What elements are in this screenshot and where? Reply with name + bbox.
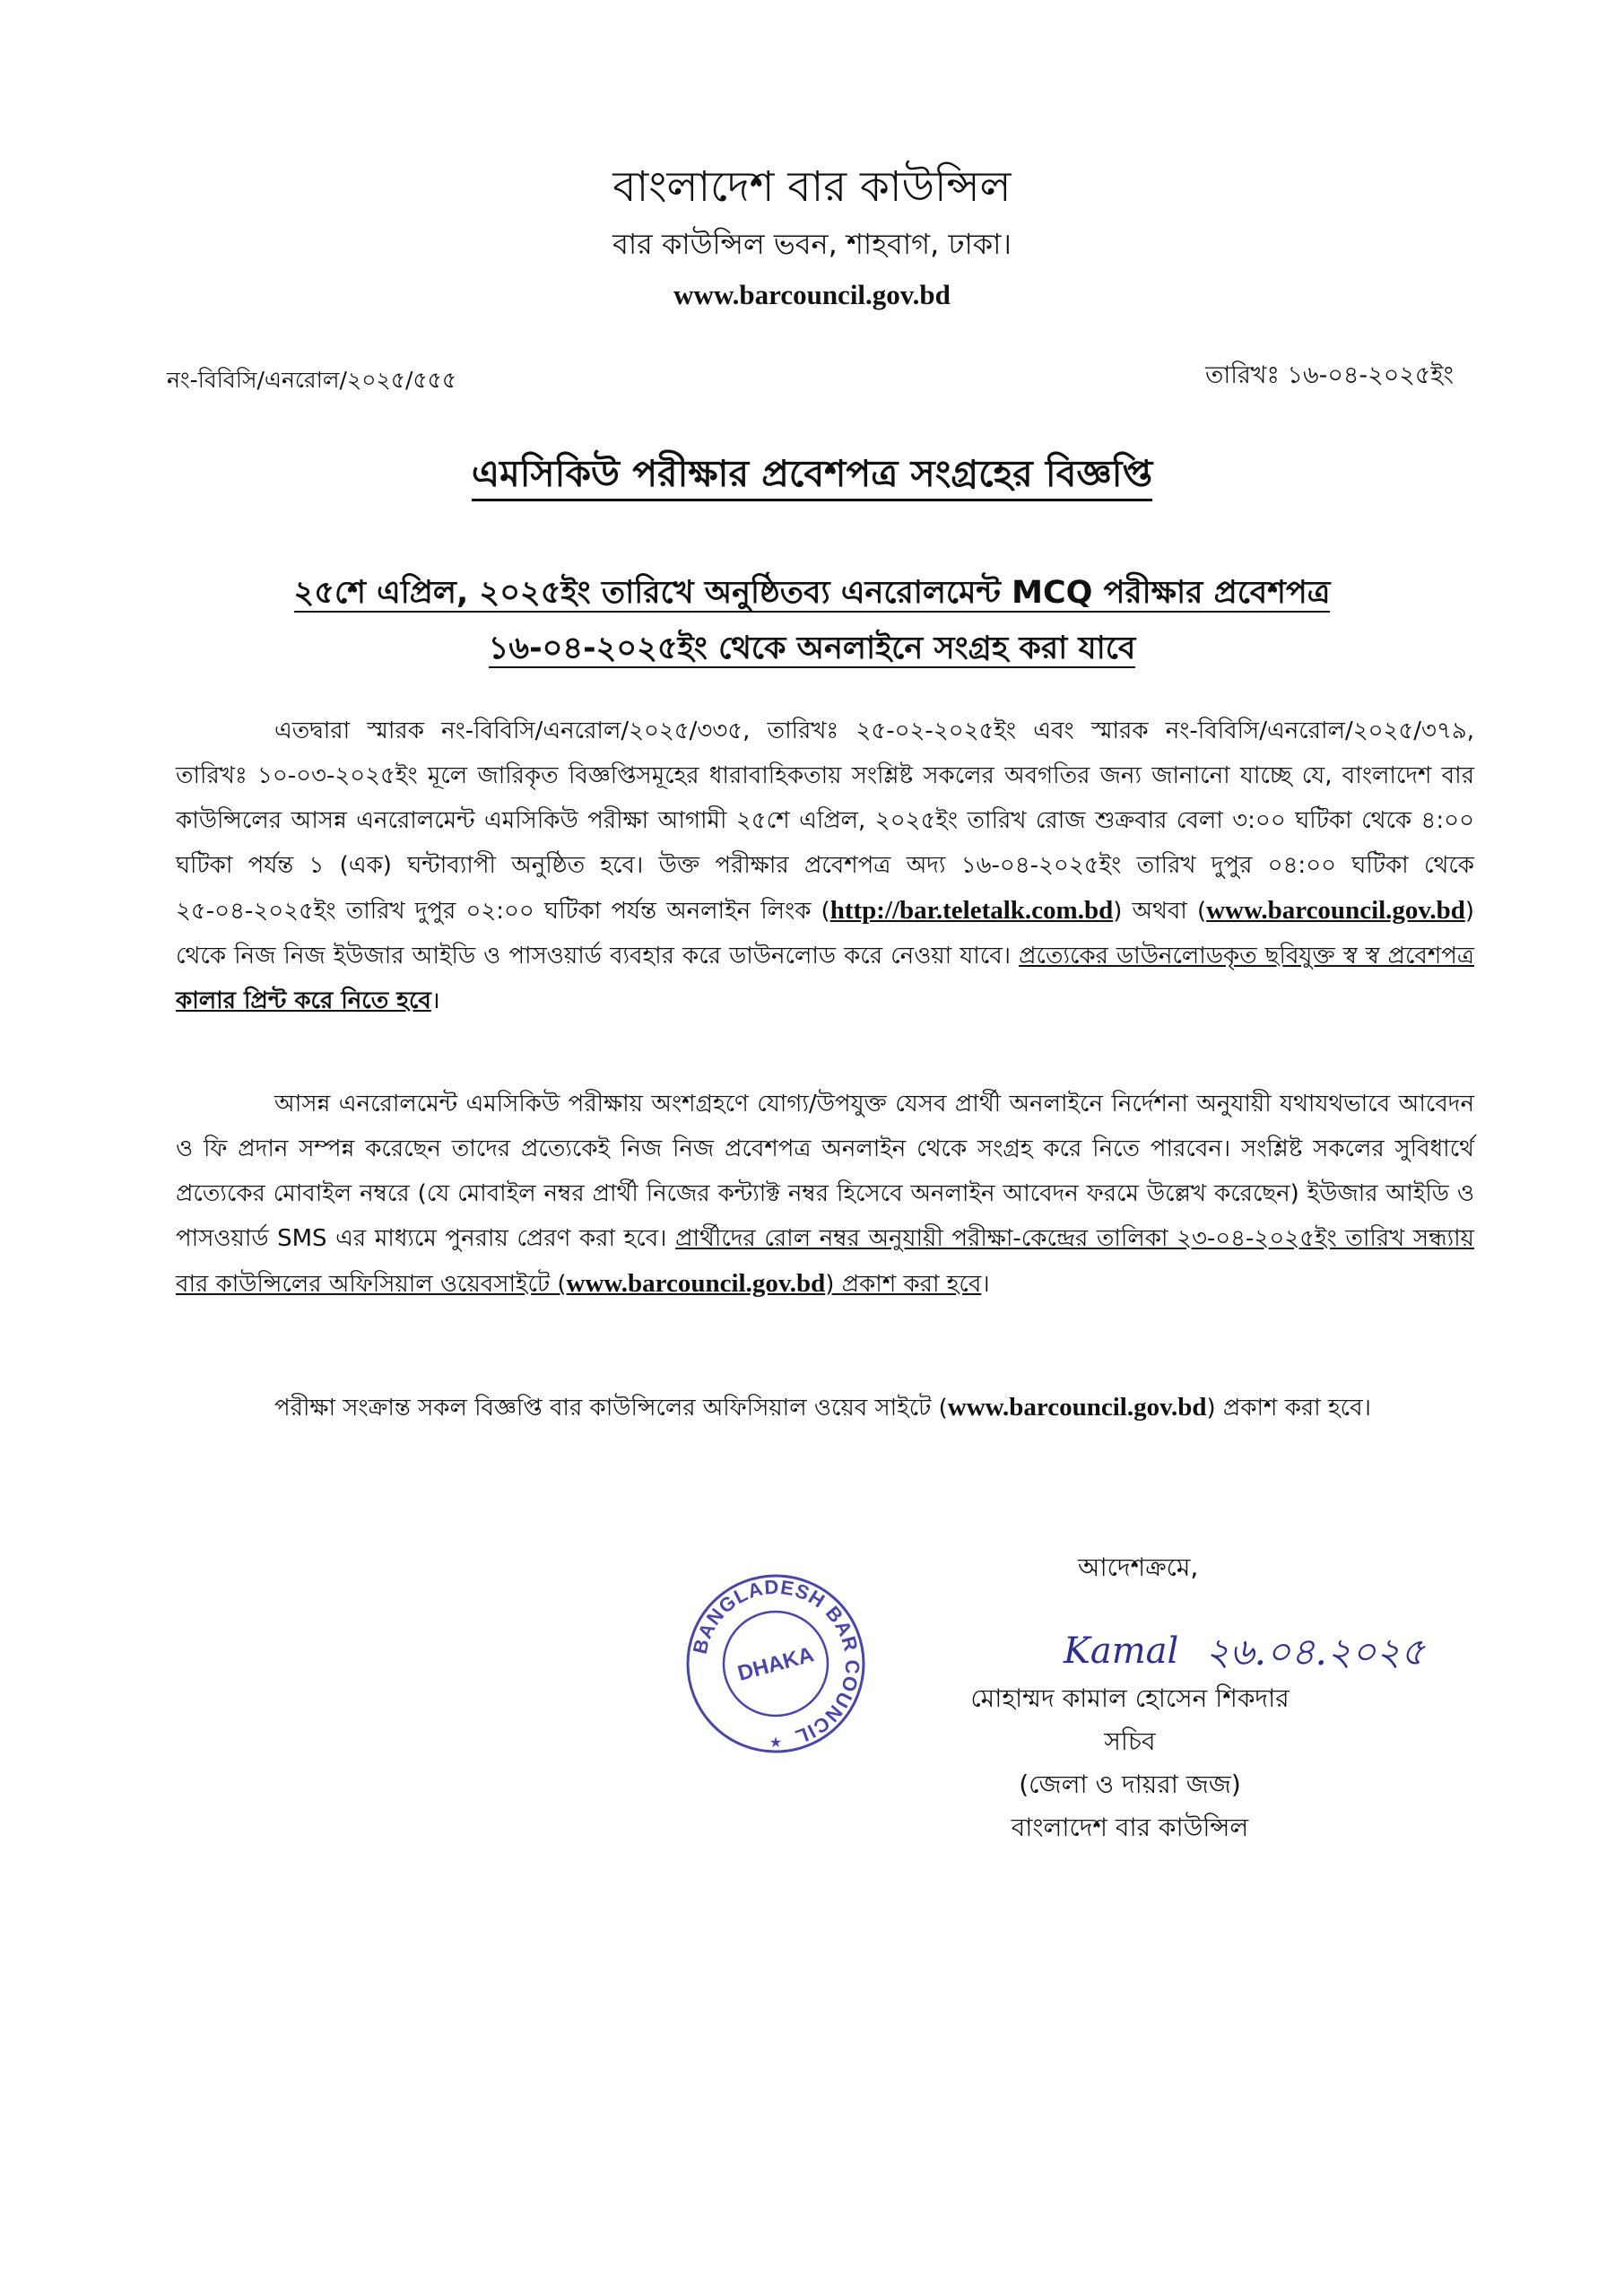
council-seal-icon — [682, 1570, 870, 1758]
closing-phrase: আদেশক্রমে, — [1078, 1552, 1199, 1582]
barcouncil-link[interactable]: www.barcouncil.gov.bd — [947, 1393, 1207, 1422]
organization-name: বাংলাদেশ বার কাউন্সিল — [612, 162, 1012, 212]
signatory-rank: (জেলা ও দায়রা জজ) — [1019, 1770, 1241, 1799]
letterhead — [0, 158, 1624, 316]
color-print-emphasis: কালার প্রিন্ট করে নিতে হবে — [176, 987, 431, 1014]
seal-center-text: DHAKA — [734, 1642, 817, 1686]
signature-date: ২৬.০৪.২০২৫ — [1205, 1630, 1426, 1674]
signatory-designation: সচিব — [1104, 1726, 1156, 1756]
exam-centre-notice: প্রার্থীদের রোল নম্বর অনুযায়ী পরীক্ষা-কেন্দ্রের তালিকা ২৩-০৪-২০২৫ইং তারিখ সন্ধ্যায় বার কাউন্সিলের অফিসিয়াল ওয়েবসাইটে ( — [176, 1225, 1474, 1298]
subheading-line-1: ২৫শে এপ্রিল, ২০২৫ইং তারিখে অনুষ্ঠিতব্য এনরোলমেন্ট MCQ পরীক্ষার প্রবেশপত্র — [293, 575, 1331, 611]
seal-ring-text: BANGLADESH BAR COUNCIL — [688, 1575, 864, 1749]
memo-date: তারিখঃ ১৬-০৪-২০২৫ইং — [1205, 361, 1454, 389]
paragraph-1-text: এতদ্বারা স্মারক নং-বিবিসি/এনরোল/২০২৫/৩৩৫, তারিখঃ ২৫-০২-২০২৫ইং এবং স্মারক নং-বিবিসি/এনরোল/২০২৫/৩৭৯, তারিখঃ ১০-০৩-২০২৫ইং মূলে জারিকৃত বিজ্ঞপ্তিসমূহের ধারাবাহিকতায় সংশ্লিষ্ট সকলের অবগতির জন্য জানানো যাচ্ছে যে, বাংলাদেশ বার কাউন্সিলের আসন্ন এনরোলমেন্ট এমসিকিউ পরীক্ষা আগামী ২৫শে এপ্রিল, ২০২৫ইং তারিখ রোজ শুক্রবার বেলা ৩:০০ ঘটিকা থেকে ৪:০০ ঘটিকা পর্যন্ত ১ (এক) ঘন্টাব্যাপী অনুষ্ঠিত হবে। উক্ত পরীক্ষার প্রবেশপত্র অদ্য ১৬-০৪-২০২৫ইং তারিখ দুপুর ০৪:০০ ঘটিকা থেকে ২৫-০৪-২০২৫ইং তারিখ দুপুর ০২:০০ ঘটিকা পর্যন্ত অনলাইন লিংক ( — [176, 718, 1474, 925]
paragraph-3: পরীক্ষা সংক্রান্ত সকল বিজ্ঞপ্তি বার কাউন্সিলের অফিসিয়াল ওয়েব সাইটে (www.barcouncil.gov.bd) প্রকাশ করা হবে। — [274, 1393, 1371, 1422]
organization-address: বার কাউন্সিল ভবন, শাহবাগ, ঢাকা। — [612, 227, 1012, 261]
signatory-block — [915, 1677, 1345, 1849]
subheading-line-2: ১৬-০৪-২০২৫ইং থেকে অনলাইনে সংগ্রহ করা যাবে — [488, 631, 1136, 666]
signature-name: Kamal — [1064, 1631, 1179, 1672]
teletalk-link[interactable]: http://bar.teletalk.com.bd — [829, 896, 1114, 925]
notice-title — [0, 447, 1624, 500]
paragraph-3-text: পরীক্ষা সংক্রান্ত সকল বিজ্ঞপ্তি বার কাউন্সিলের অফিসিয়াল ওয়েব সাইটে ( — [274, 1395, 948, 1422]
notice-title-text: এমসিকিউ পরীক্ষার প্রবেশপত্র সংগ্রহের বিজ্ঞপ্তি — [472, 452, 1152, 501]
color-print-instruction: প্রত্যেকের ডাউনলোডকৃত ছবিযুক্ত স্ব স্ব প্রবেশপত্র — [1019, 943, 1475, 970]
paragraph-2: আসন্ন এনরোলমেন্ট এমসিকিউ পরীক্ষায় অংশগ্রহণে যোগ্য/উপযুক্ত যেসব প্রার্থী অনলাইনে নির্দেশনা অনুযায়ী যথাযথভাবে আবেদন ও ফি প্রদান সম্পন্ন করেছেন তাদের প্রত্যেকেই নিজ নিজ প্রবেশপত্র অনলাইন থেকে সংগ্রহ করে নিতে পারবেন। সংশ্লিষ্ট সকলের সুবিধার্থে প্রত্যেকের মোবাইল নম্বরে (যে মোবাইল নম্বর প্রার্থী নিজের কন্ট্যাক্ট নম্বর হিসেবে অনলাইন আবেদন ফরমে উল্লেখ করেছেন) ইউজার আইডি ও পাসওয়ার্ড SMS এর মাধ্যমে পুনরায় প্রেরণ করা হবে। প্রার্থীদের রোল নম্বর অনুযায়ী পরীক্ষা-কেন্দ্রের তালিকা ২৩-০৪-২০২৫ইং তারিখ সন্ধ্যায় বার কাউন্সিলের অফিসিয়াল ওয়েবসাইটে (www.barcouncil.gov.bd) প্রকাশ করা হবে। — [176, 1091, 1474, 1298]
signatory-name: মোহাম্মদ কামাল হোসেন শিকদার — [970, 1683, 1290, 1713]
paragraph-2-text: আসন্ন এনরোলমেন্ট এমসিকিউ পরীক্ষায় অংশগ্রহণে যোগ্য/উপযুক্ত যেসব প্রার্থী অনলাইনে নির্দেশনা অনুযায়ী যথাযথভাবে আবেদন ও ফি প্রদান সম্পন্ন করেছেন তাদের প্রত্যেকেই নিজ নিজ প্রবেশপত্র অনলাইন থেকে সংগ্রহ করে নিতে পারবেন। সংশ্লিষ্ট সকলের সুবিধার্থে প্রত্যেকের মোবাইল নম্বরে (যে মোবাইল নম্বর প্রার্থী নিজের কন্ট্যাক্ট নম্বর হিসেবে অনলাইন আবেদন ফরমে উল্লেখ করেছেন) ইউজার আইডি ও পাসওয়ার্ড SMS এর মাধ্যমে পুনরায় প্রেরণ করা হবে। — [176, 1091, 1474, 1252]
svg-text:★: ★ — [769, 1734, 783, 1751]
organization-website: www.barcouncil.gov.bd — [673, 279, 951, 310]
subheading — [0, 565, 1624, 676]
paragraph-1: এতদ্বারা স্মারক নং-বিবিসি/এনরোল/২০২৫/৩৩৫, তারিখঃ ২৫-০২-২০২৫ইং এবং স্মারক নং-বিবিসি/এনরোল/২০২৫/৩৭৯, তারিখঃ ১০-০৩-২০২৫ইং মূলে জারিকৃত বিজ্ঞপ্তিসমূহের ধারাবাহিকতায় সংশ্লিষ্ট সকলের অবগতির জন্য জানানো যাচ্ছে যে, বাংলাদেশ বার কাউন্সিলের আসন্ন এনরোলমেন্ট এমসিকিউ পরীক্ষা আগামী ২৫শে এপ্রিল, ২০২৫ইং তারিখ রোজ শুক্রবার বেলা ৩:০০ ঘটিকা থেকে ৪:০০ ঘটিকা পর্যন্ত ১ (এক) ঘন্টাব্যাপী অনুষ্ঠিত হবে। উক্ত পরীক্ষার প্রবেশপত্র অদ্য ১৬-০৪-২০২৫ইং তারিখ দুপুর ০৪:০০ ঘটিকা থেকে ২৫-০৪-২০২৫ইং তারিখ দুপুর ০২:০০ ঘটিকা পর্যন্ত অনলাইন লিংক (http://bar.teletalk.com.bd) অথবা (www.barcouncil.gov.bd) থেকে নিজ নিজ ইউজার আইডি ও পাসওয়ার্ড ব্যবহার করে ডাউনলোড করে নেওয়া যাবে। প্রত্যেকের ডাউনলোডকৃত ছবিযুক্ত স্ব স্ব প্রবেশপত্র কালার প্রিন্ট করে নিতে হবে। — [176, 718, 1475, 1014]
signatory-organization: বাংলাদেশ বার কাউন্সিল — [1011, 1813, 1249, 1842]
barcouncil-link[interactable]: www.barcouncil.gov.bd — [566, 1269, 826, 1298]
memo-number: নং-বিবিসি/এনরোল/২০২৫/৫৫৫ — [167, 367, 457, 393]
barcouncil-link[interactable]: www.barcouncil.gov.bd — [1206, 896, 1465, 925]
handwritten-signature — [1055, 1613, 1485, 1684]
